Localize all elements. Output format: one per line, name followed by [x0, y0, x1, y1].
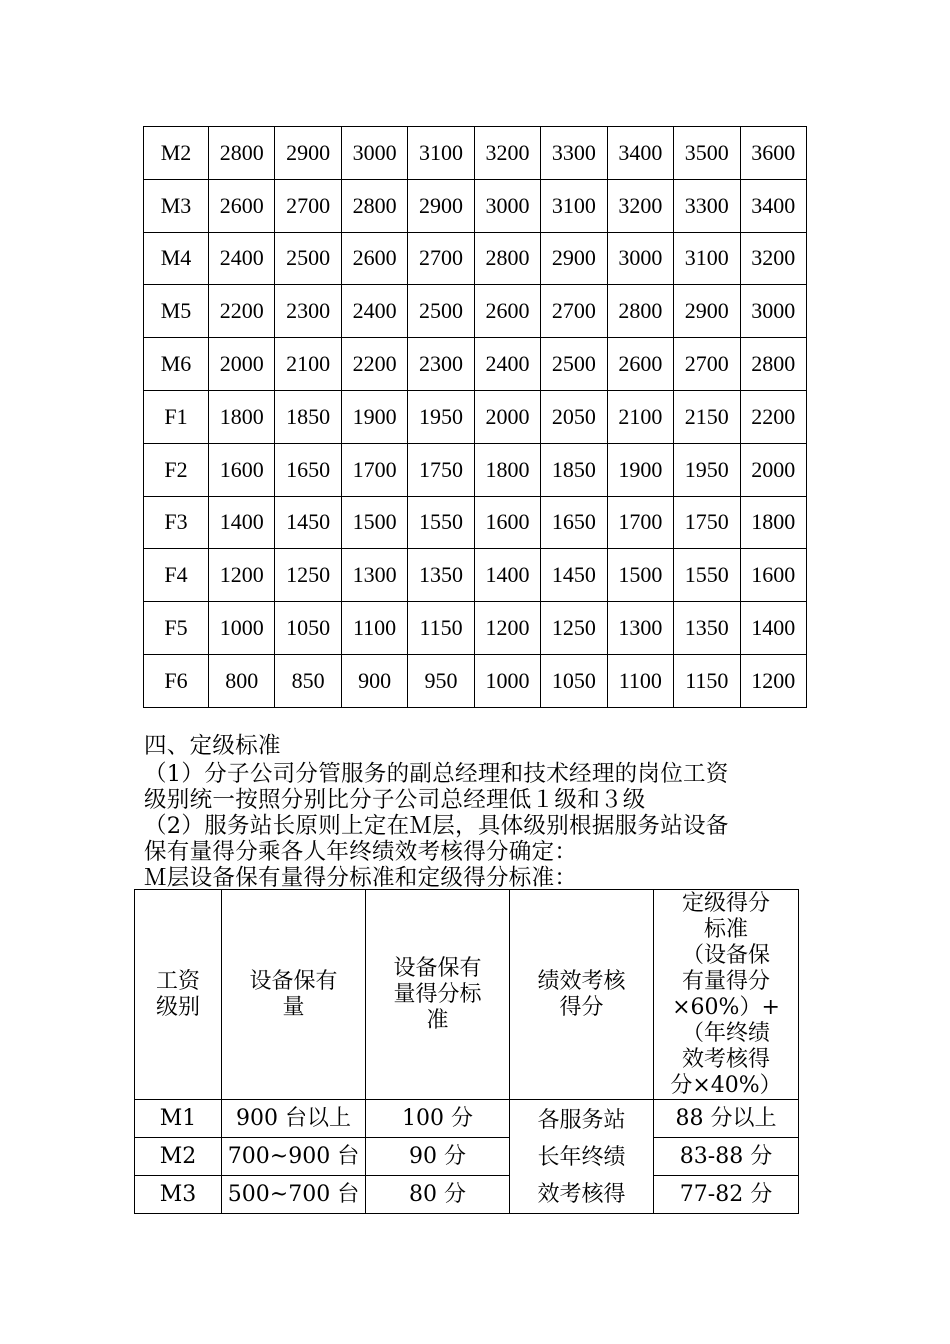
salary-cell: 2200	[341, 338, 407, 391]
table-caption: Ｍ层设备保有量得分标准和定级得分标准：	[144, 865, 578, 891]
salary-cell: 3300	[674, 179, 740, 232]
salary-cell: 1850	[275, 390, 341, 443]
equipment-cell: 900 台以上	[222, 1100, 366, 1138]
salary-cell: 2900	[275, 127, 341, 180]
salary-cell: 1000	[209, 602, 275, 655]
salary-cell: 2800	[474, 232, 540, 285]
salary-cell: 2500	[541, 338, 607, 391]
salary-cell: 2900	[408, 179, 474, 232]
header-text: 定级得分 标准 （设备保 有量得分 ×60%）+ （年终绩 效考核得 分×40%）	[670, 890, 782, 1098]
performance-merged-cell	[510, 1100, 654, 1214]
salary-cell: 1750	[674, 496, 740, 549]
grade-cell: F4	[144, 549, 209, 602]
table-row	[144, 390, 807, 443]
salary-cell: 1800	[209, 390, 275, 443]
salary-cell: 1250	[541, 602, 607, 655]
salary-cell: 2400	[341, 285, 407, 338]
salary-cell: 900	[341, 654, 407, 707]
salary-cell: 3100	[408, 127, 474, 180]
salary-cell: 2900	[541, 232, 607, 285]
salary-cell: 1400	[474, 549, 540, 602]
salary-cell: 2200	[740, 390, 807, 443]
grading-standard-table	[134, 889, 799, 1214]
item1-line1: （1）分子公司分管服务的副总经理和技术经理的岗位工资	[144, 761, 729, 787]
equipment-score-cell: 80 分	[366, 1176, 510, 1214]
grading-score-cell: 88 分以上	[654, 1100, 799, 1138]
salary-cell: 1150	[408, 602, 474, 655]
salary-cell: 2400	[474, 338, 540, 391]
salary-cell: 1600	[209, 443, 275, 496]
salary-cell: 2500	[275, 232, 341, 285]
salary-cell: 2400	[209, 232, 275, 285]
salary-cell: 2300	[275, 285, 341, 338]
grade-cell: F6	[144, 654, 209, 707]
salary-cell: 2100	[275, 338, 341, 391]
salary-cell: 2050	[541, 390, 607, 443]
salary-cell: 1850	[541, 443, 607, 496]
header-cell-grade	[135, 890, 222, 1100]
grade-cell: F5	[144, 602, 209, 655]
equipment-cell: 700~900 台	[222, 1138, 366, 1176]
salary-cell: 2500	[408, 285, 474, 338]
header-cell-grading-score	[654, 890, 799, 1100]
salary-cell: 2000	[474, 390, 540, 443]
salary-cell: 1450	[275, 496, 341, 549]
equipment-score-cell: 100 分	[366, 1100, 510, 1138]
table-row	[144, 179, 807, 232]
salary-cell: 1950	[408, 390, 474, 443]
grade-cell: F3	[144, 496, 209, 549]
salary-cell: 2150	[674, 390, 740, 443]
salary-cell: 1700	[607, 496, 673, 549]
grade-cell: M3	[135, 1176, 222, 1214]
salary-cell: 2600	[474, 285, 540, 338]
salary-cell: 2000	[740, 443, 807, 496]
header-cell-performance	[510, 890, 654, 1100]
grade-cell: F1	[144, 390, 209, 443]
salary-cell: 1700	[341, 443, 407, 496]
salary-cell: 2700	[674, 338, 740, 391]
equipment-score-cell: 90 分	[366, 1138, 510, 1176]
salary-cell: 3400	[607, 127, 673, 180]
salary-cell: 1350	[408, 549, 474, 602]
salary-cell: 850	[275, 654, 341, 707]
table-row	[144, 654, 807, 707]
header-text: 工资 级别	[155, 968, 200, 1020]
header-cell-equipment-score	[366, 890, 510, 1100]
salary-cell: 950	[408, 654, 474, 707]
item2-line2: 保有量得分乘各人年终绩效考核得分确定：	[144, 839, 578, 865]
section-heading: 四、定级标准	[144, 733, 281, 759]
salary-grade-table	[143, 126, 807, 708]
salary-cell: 1100	[341, 602, 407, 655]
salary-cell: 1800	[474, 443, 540, 496]
salary-cell: 2100	[607, 390, 673, 443]
table-row	[135, 1138, 799, 1176]
salary-cell: 1200	[474, 602, 540, 655]
grade-cell: M1	[135, 1100, 222, 1138]
salary-cell: 1800	[740, 496, 807, 549]
table-row	[144, 549, 807, 602]
table-row	[144, 338, 807, 391]
salary-cell: 1550	[674, 549, 740, 602]
salary-cell: 2700	[408, 232, 474, 285]
salary-cell: 3100	[541, 179, 607, 232]
salary-cell: 3200	[474, 127, 540, 180]
salary-cell: 2300	[408, 338, 474, 391]
salary-cell: 3000	[474, 179, 540, 232]
salary-cell: 1400	[209, 496, 275, 549]
item2-line1: （2）服务站长原则上定在Ｍ层，具体级别根据服务站设备	[144, 813, 729, 839]
salary-cell: 1200	[209, 549, 275, 602]
salary-cell: 2600	[209, 179, 275, 232]
salary-cell: 2700	[541, 285, 607, 338]
salary-cell: 2800	[740, 338, 807, 391]
salary-table-body	[144, 127, 807, 708]
grade-cell: F2	[144, 443, 209, 496]
salary-cell: 2800	[209, 127, 275, 180]
salary-cell: 2700	[275, 179, 341, 232]
salary-cell: 1150	[674, 654, 740, 707]
table-row	[135, 1176, 799, 1214]
salary-cell: 1250	[275, 549, 341, 602]
grade-cell: M2	[144, 127, 209, 180]
performance-text: 各服务站 长年终绩 效考核得	[537, 1108, 626, 1207]
header-cell-equipment	[222, 890, 366, 1100]
salary-cell: 2800	[607, 285, 673, 338]
salary-cell: 2900	[674, 285, 740, 338]
salary-cell: 1450	[541, 549, 607, 602]
salary-cell: 1300	[607, 602, 673, 655]
table-row	[135, 1100, 799, 1138]
salary-cell: 2600	[607, 338, 673, 391]
salary-cell: 1650	[541, 496, 607, 549]
salary-cell: 1050	[275, 602, 341, 655]
table-row	[144, 285, 807, 338]
equipment-cell: 500~700 台	[222, 1176, 366, 1214]
salary-cell: 1600	[740, 549, 807, 602]
grading-score-cell: 83-88 分	[654, 1138, 799, 1176]
salary-cell: 1100	[607, 654, 673, 707]
salary-cell: 1950	[674, 443, 740, 496]
salary-cell: 1750	[408, 443, 474, 496]
grade-cell: M6	[144, 338, 209, 391]
salary-cell: 1900	[341, 390, 407, 443]
salary-cell: 3600	[740, 127, 807, 180]
salary-cell: 1300	[341, 549, 407, 602]
header-text: 设备保有 量	[249, 968, 338, 1020]
grade-cell: M4	[144, 232, 209, 285]
salary-cell: 3500	[674, 127, 740, 180]
table-row	[144, 496, 807, 549]
table-row	[144, 602, 807, 655]
salary-cell: 3300	[541, 127, 607, 180]
salary-cell: 1900	[607, 443, 673, 496]
header-text: 绩效考核 得分	[537, 968, 626, 1020]
salary-cell: 3400	[740, 179, 807, 232]
salary-cell: 3200	[740, 232, 807, 285]
grade-cell: M5	[144, 285, 209, 338]
grade-cell: M2	[135, 1138, 222, 1176]
item1-line2: 级别统一按照分别比分子公司总经理低１级和３级	[144, 787, 646, 813]
salary-cell: 1600	[474, 496, 540, 549]
salary-cell: 3000	[740, 285, 807, 338]
salary-cell: 3200	[607, 179, 673, 232]
salary-cell: 1350	[674, 602, 740, 655]
salary-cell: 1500	[607, 549, 673, 602]
salary-cell: 3100	[674, 232, 740, 285]
salary-cell: 2000	[209, 338, 275, 391]
salary-cell: 3000	[341, 127, 407, 180]
table-row	[144, 232, 807, 285]
table-row	[144, 443, 807, 496]
salary-cell: 3000	[607, 232, 673, 285]
salary-cell: 800	[209, 654, 275, 707]
salary-cell: 2800	[341, 179, 407, 232]
salary-cell: 1200	[740, 654, 807, 707]
table-header-row	[135, 890, 799, 1100]
salary-cell: 1500	[341, 496, 407, 549]
salary-cell: 1650	[275, 443, 341, 496]
grade-cell: M3	[144, 179, 209, 232]
salary-cell: 1400	[740, 602, 807, 655]
salary-cell: 1000	[474, 654, 540, 707]
salary-cell: 2600	[341, 232, 407, 285]
salary-cell: 1550	[408, 496, 474, 549]
grading-score-cell: 77-82 分	[654, 1176, 799, 1214]
header-text: 设备保有 量得分标 准	[393, 955, 482, 1033]
salary-cell: 1050	[541, 654, 607, 707]
salary-cell: 2200	[209, 285, 275, 338]
table-row	[144, 127, 807, 180]
